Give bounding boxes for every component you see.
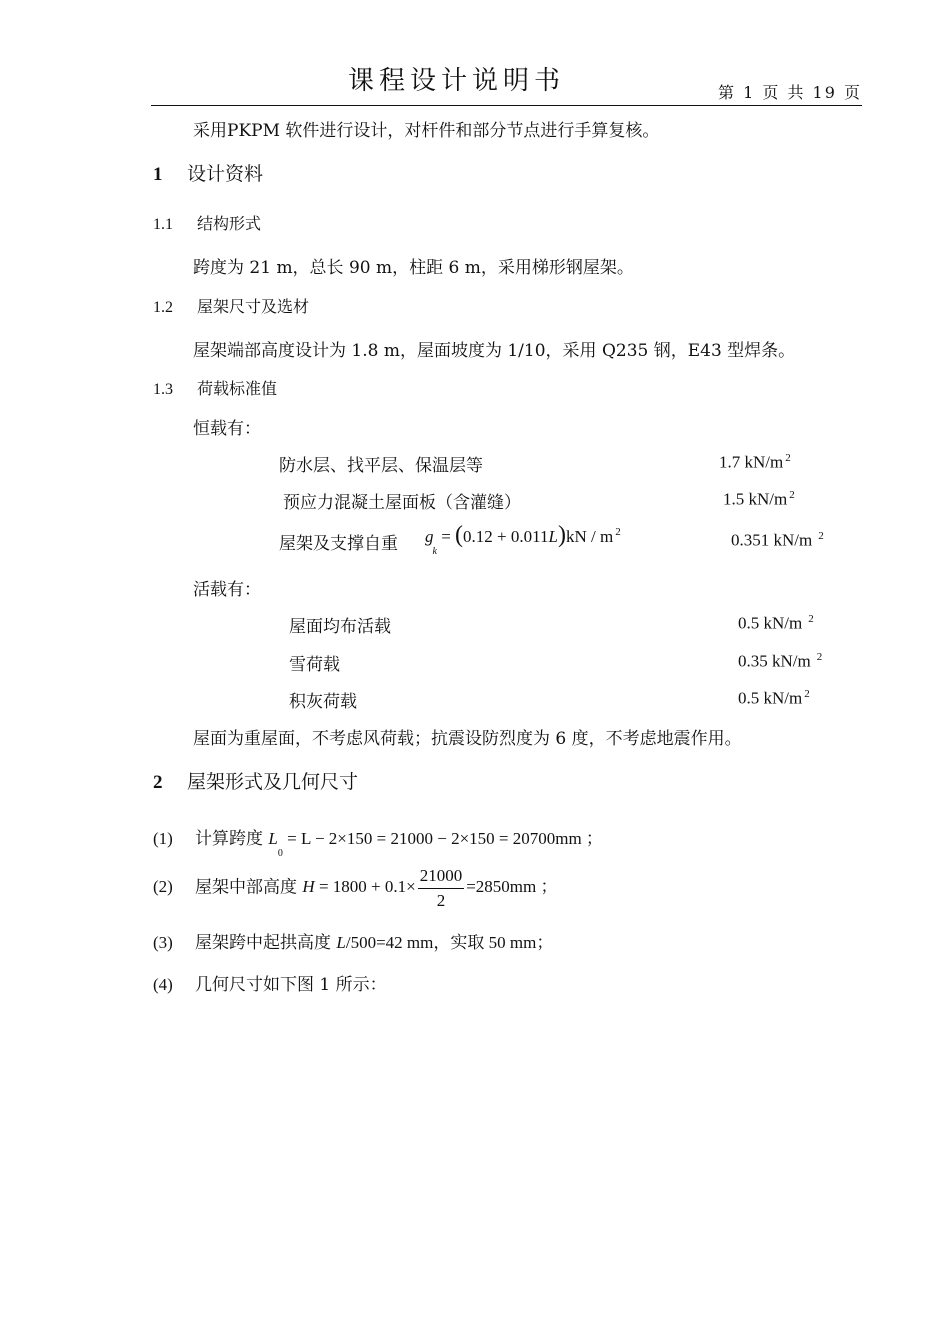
page-counter: 第 1 页 共 19 页 — [718, 83, 862, 102]
list-item: (3) 屋架跨中起拱高度 L/500=42 mm，实取 50 mm； — [153, 933, 554, 953]
fraction: $\frac{21000}{2}$ — [419, 866, 463, 910]
section-title: 屋架尺寸及选材 — [197, 297, 310, 316]
live-load-label: 活载有： — [193, 580, 261, 600]
dead-load-value: 1.5 kN/m $^2$ — [723, 489, 795, 509]
seismic-note: 屋面为重屋面，不考虑风荷载；抗震设防烈度为 6 度，不考虑地震作用。 — [193, 729, 742, 749]
material-paragraph: 屋架端部高度设计为 1.8 m，屋面坡度为 1/10，采用 Q235 钢，E43 型焊条。 — [193, 341, 796, 361]
live-load-value: 0.5 kN/m $^2$ — [738, 688, 810, 708]
section-number: 1 — [153, 164, 163, 185]
selfweight-formula: $g_k = (0.12 + 0.011L)kN / m$ $^2$ — [425, 522, 621, 557]
dead-load-value: 0.351 kN/m $^2$ — [731, 530, 824, 550]
section-1-heading — [153, 159, 263, 186]
section-1-2-heading — [153, 294, 309, 317]
live-load-name: 雪荷载 — [289, 655, 340, 675]
section-title: 设计资料 — [187, 163, 264, 185]
list-item: (2) 屋架中部高度 H = 1800 + 0.1× $\frac{21000}{2}$ =2850mm ； — [153, 866, 558, 910]
live-load-name: 积灰荷载 — [289, 692, 357, 712]
list-item: (1) 计算跨度 $L_0 = L - 2\times 150 = 21000 - 2\times 150 = 20700mm$ ； — [153, 829, 603, 859]
dead-load-label: 恒载有： — [193, 419, 261, 439]
dead-load-name: 屋架及支撑自重 — [279, 534, 398, 554]
section-number: 1.3 — [153, 381, 173, 398]
live-load-name: 屋面均布活载 — [289, 617, 391, 637]
document-title: 课程设计说明书 — [348, 66, 566, 96]
header-rule — [151, 105, 862, 106]
dead-load-value: 1.7 kN/m $^2$ — [719, 452, 791, 472]
intro-paragraph: 采用PKPM 软件进行设计，对杆件和部分节点进行手算复核。 — [193, 121, 660, 141]
structure-form-paragraph: 跨度为 21 m，总长 90 m，柱距 6 m，采用梯形钢屋架。 — [193, 258, 634, 278]
dead-load-name: 预应力混凝土屋面板（含灌缝） — [283, 493, 521, 513]
section-number: 1.1 — [153, 216, 173, 233]
section-2-heading — [153, 767, 358, 794]
section-title: 结构形式 — [197, 214, 262, 233]
section-title: 荷载标准值 — [197, 379, 278, 398]
section-number: 2 — [153, 772, 163, 793]
live-load-value: 0.5 kN/m $^2$ — [738, 613, 814, 633]
section-1-3-heading — [153, 376, 277, 399]
section-number: 1.2 — [153, 299, 173, 316]
list-item: (4) 几何尺寸如下图 1 所示： — [153, 975, 387, 995]
section-1-1-heading — [153, 211, 261, 234]
live-load-value: 0.35 kN/m $^2$ — [738, 651, 823, 671]
section-title: 屋架形式及几何尺寸 — [187, 771, 359, 793]
dead-load-name: 防水层、找平层、保温层等 — [279, 456, 483, 476]
